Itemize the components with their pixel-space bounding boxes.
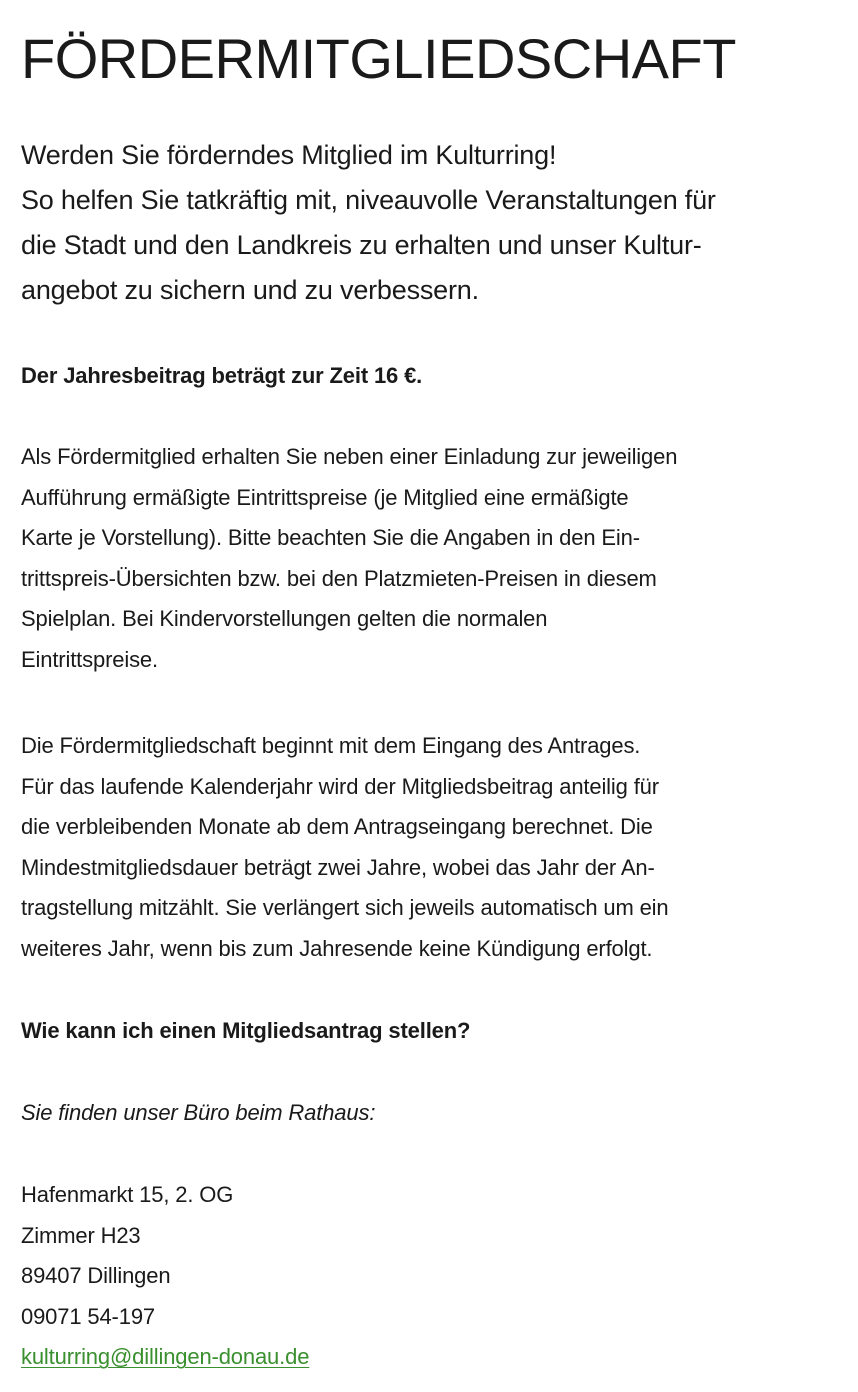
page-title: FÖRDERMITGLIEDSCHAFT — [21, 27, 736, 90]
terms-line: Für das laufende Kalenderjahr wird der Mitgliedsbeitrag anteilig für — [21, 773, 659, 799]
benefits-line: Als Fördermitglied erhalten Sie neben einer Einladung zur jeweiligen — [21, 444, 678, 469]
terms-line: Die Fördermitgliedschaft beginnt mit dem Eingang des Antrages. — [21, 733, 641, 758]
fee-paragraph — [21, 356, 847, 397]
benefits-line: Spielplan. Bei Kindervorstellungen gelten die normalen — [21, 606, 548, 632]
intro-paragraph — [21, 133, 847, 313]
benefits-line: Karte je Vorstellung). Bitte beachten Sie die Angaben in den Ein- — [21, 525, 640, 551]
intro-line: angebot zu sichern und zu verbessern. — [21, 275, 479, 305]
office-paragraph — [21, 1093, 847, 1134]
terms-line: Mindestmitgliedsdauer beträgt zwei Jahre, wobei das Jahr der An- — [21, 854, 655, 880]
address-phone: 09071 54-197 — [21, 1303, 155, 1329]
address-street: Hafenmarkt 15, 2. OG — [21, 1182, 234, 1207]
intro-line: So helfen Sie tatkräftig mit, niveauvolle Veranstaltungen für — [21, 185, 716, 215]
benefits-line: trittspreis-Übersichten bzw. bei den Platzmieten-Preisen in diesem — [21, 565, 657, 591]
question-heading: Wie kann ich einen Mitgliedsantrag stellen? — [21, 1018, 471, 1043]
office-note: Sie finden unser Büro beim Rathaus: — [21, 1100, 376, 1125]
address-block — [21, 1175, 847, 1378]
benefits-paragraph — [21, 437, 847, 681]
benefits-line: Aufführung ermäßigte Eintrittspreise (je Mitglied eine ermäßigte — [21, 484, 629, 510]
benefits-line: Eintrittspreise. — [21, 646, 158, 672]
terms-paragraph — [21, 726, 847, 970]
terms-line: die verbleibenden Monate ab dem Antragseingang berechnet. Die — [21, 814, 653, 840]
fee-note: Der Jahresbeitrag beträgt zur Zeit 16 €. — [21, 363, 423, 388]
terms-line: tragstellung mitzählt. Sie verlängert sich jeweils automatisch um ein — [21, 895, 669, 921]
terms-line: weiteres Jahr, wenn bis zum Jahresende keine Kündigung erfolgt. — [21, 935, 653, 961]
intro-line: die Stadt und den Landkreis zu erhalten und unser Kultur- — [21, 230, 702, 260]
email-link[interactable]: kulturring@dillingen-donau.de — [21, 1344, 310, 1370]
address-room: Zimmer H23 — [21, 1222, 141, 1248]
address-city: 89407 Dillingen — [21, 1263, 171, 1289]
question-paragraph — [21, 1011, 847, 1052]
intro-line: Werden Sie förderndes Mitglied im Kulturring! — [21, 140, 557, 170]
